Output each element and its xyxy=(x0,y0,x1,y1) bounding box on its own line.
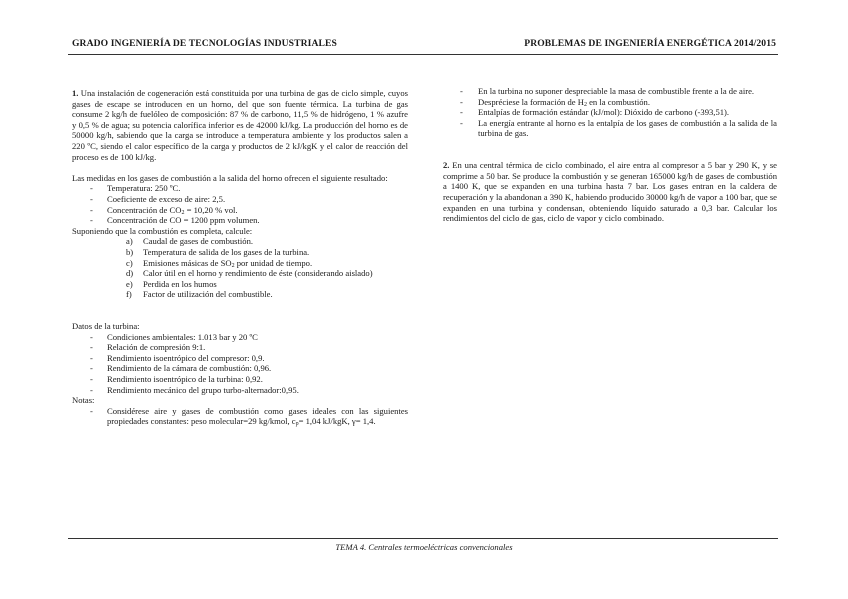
list-item xyxy=(72,406,408,427)
list-item-text: por unidad de tiempo. xyxy=(234,257,313,268)
list-item-text: = 10,20 % vol. xyxy=(184,204,238,215)
left-column xyxy=(72,88,408,427)
list-item xyxy=(72,247,408,258)
list-item-text: Despréciese la formación de H xyxy=(478,96,584,107)
list-item: - La energía entrante al horno es la entalpía de los gases de combustión a la salida de la turbina de gas. xyxy=(443,118,777,139)
list-item xyxy=(72,205,408,216)
footer-divider xyxy=(68,538,778,539)
list-item: - Rendimiento isoentrópico del compresor: 0,9. xyxy=(72,353,408,364)
list-item: - En la turbina no suponer despreciable la masa de combustible frente a la de aire. xyxy=(443,86,777,97)
subscript: 2 xyxy=(181,209,185,216)
notes-title: Notas: xyxy=(72,395,95,406)
notes-continued-list xyxy=(443,86,777,139)
list-item: - Temperatura: 250 ºC. xyxy=(72,183,408,194)
list-item-text: Emisiones másicas de SO xyxy=(143,257,232,268)
list-item xyxy=(72,289,408,300)
list-item-text: Calor útil en el horno y rendimiento de éste (considerando aislado) xyxy=(143,268,373,279)
turbine-data-title: Datos de la turbina: xyxy=(72,321,140,332)
problem-2-text: En una central térmica de ciclo combinado, el aire entra al compresor a 5 bar y 290 K, y se comprime a 50 bar. Se produce la combustión y se generan 165000 kg/h de gases de combustión a 1400 K, que se expanden en una turbina hasta 7 bar. Los gases entran en la caldera de recuperación y la abandonan a 390 K, habiendo producido 30000 kg/h de vapor a 100 bar, que se expanden en una turbina y condensan, obteniendo líquido saturado a 0,3 bar. Calcular los rendimientos del ciclo de gas, ciclo de vapor y ciclo combinado. xyxy=(443,160,777,224)
header-divider xyxy=(68,54,778,55)
list-item-text: Perdida en los humos xyxy=(143,278,217,289)
list-item-text: = 1,04 kJ/kgK, γ= 1,4. xyxy=(298,416,376,427)
problem-2-number: 2. xyxy=(443,160,450,171)
notes-list xyxy=(72,406,408,427)
footer-text: TEMA 4. Centrales termoeléctricas convencionales xyxy=(335,542,513,552)
item-letter: f) xyxy=(126,289,132,300)
list-item: - Relación de compresión 9:1. xyxy=(72,342,408,353)
list-item xyxy=(72,279,408,290)
item-letter: c) xyxy=(126,257,133,268)
measures-intro: Las medidas en los gases de combustión a la salida del horno ofrecen el siguiente resultado: xyxy=(72,172,388,183)
list-item: - Coeficiente de exceso de aire: 2,5. xyxy=(72,194,408,205)
list-item: - Rendimiento de la cámara de combustión: 0,96. xyxy=(72,363,408,374)
header-right-title: PROBLEMAS DE INGENIERÍA ENERGÉTICA 2014/2015 xyxy=(524,38,776,49)
problem-1-intro: Una instalación de cogeneración está constituida por una turbina de gas de ciclo simple, cuyos gases de escape se introducen en un horno, del que son fuente térmica. La turbina de gas consume 2 kg/h de fuelóleo de composición: 87 % de carbono, 11,5 % de hidrógeno, 1 % azufre y 0,5 % de agua; su potencia calorífica inferior es de 42000 kJ/kg. La producción del horno es de 50000 kg/h, sabiendo que la carga se introduce a temperatura ambiente y los productos salen a 220 ºC, siendo el calor específico de la carga y productos de 2 kJ/kgK y el calor de reacción del proceso es de 100 kJ/kg. xyxy=(72,88,408,162)
turbine-data-list xyxy=(72,332,408,396)
questions-list xyxy=(72,236,408,300)
right-column xyxy=(443,86,777,224)
header-left-title: GRADO INGENIERÍA DE TECNOLOGÍAS INDUSTRIALES xyxy=(72,38,337,49)
list-item-text: Temperatura de salida de los gases de la turbina. xyxy=(143,246,310,257)
list-item xyxy=(72,258,408,269)
list-item-text: Factor de utilización del combustible. xyxy=(143,289,273,300)
item-letter: b) xyxy=(126,246,134,257)
list-item: - Condiciones ambientales: 1.013 bar y 20 ºC xyxy=(72,332,408,343)
list-item-text: Considérese aire y gases de combustión como gases ideales con las siguientes propiedades constantes: peso molecular=29 kg/kmol, c xyxy=(107,405,408,427)
measures-list xyxy=(72,183,408,225)
item-letter: e) xyxy=(126,278,133,289)
list-item xyxy=(443,97,777,108)
list-item-text: Caudal de gases de combustión. xyxy=(143,236,254,247)
list-item: - Rendimiento mecánico del grupo turbo-alternador:0,95. xyxy=(72,385,408,396)
problem-2-statement xyxy=(443,160,777,224)
subscript: 2 xyxy=(231,262,235,269)
list-item-text: en la combustión. xyxy=(586,96,650,107)
problem-1-statement xyxy=(72,88,408,162)
list-item xyxy=(72,236,408,247)
list-item: - Rendimiento isoentrópico de la turbina: 0,92. xyxy=(72,374,408,385)
problem-1-number: 1. xyxy=(72,88,79,98)
list-item-text: Concentración de CO xyxy=(107,204,182,215)
list-item: - Concentración de CO = 1200 ppm volumen. xyxy=(72,215,408,226)
list-item: - Entalpías de formación estándar (kJ/mol): Dióxido de carbono (-393,51). xyxy=(443,107,777,118)
item-letter: a) xyxy=(126,236,133,247)
subscript: p xyxy=(295,421,299,428)
list-item xyxy=(72,268,408,279)
item-letter: d) xyxy=(126,268,134,279)
calc-intro: Suponiendo que la combustión es completa, calcule: xyxy=(72,225,253,236)
subscript: 2 xyxy=(583,101,587,108)
